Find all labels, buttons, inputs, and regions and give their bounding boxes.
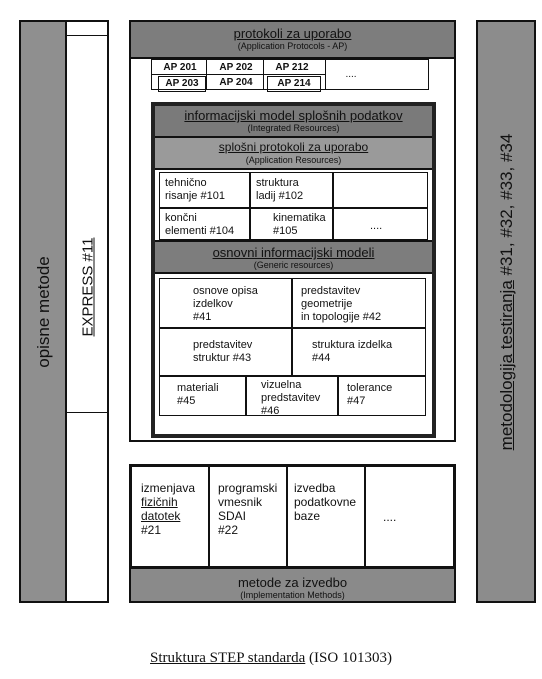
implementation-methods-subtitle: (Implementation Methods) bbox=[240, 590, 345, 600]
integrated-resources-title: informacijski model splošnih podatkov bbox=[184, 108, 403, 123]
application-protocols-grid bbox=[131, 59, 454, 92]
express-label: EXPRESS #11 bbox=[79, 237, 97, 337]
generic-resource-cell: struktura izdelka #44 bbox=[292, 328, 426, 376]
testing-methodology-label bbox=[497, 134, 517, 451]
application-resources-title: splošni protokoli za uporabo bbox=[218, 140, 369, 154]
application-resource-cell bbox=[333, 172, 428, 208]
ap-cell: .... bbox=[345, 69, 357, 80]
standard-structure-frame bbox=[129, 20, 456, 442]
divider bbox=[151, 74, 326, 75]
implementation-method-cell: programski vmesnik SDAI #22 bbox=[209, 466, 287, 567]
testing-methodology-parts: #31, #32, #33, #34 bbox=[497, 133, 516, 281]
application-protocols-subtitle: (Application Protocols - AP) bbox=[237, 41, 348, 51]
integrated-resources-subtitle: (Integrated Resources) bbox=[247, 123, 340, 133]
implementation-methods-footer bbox=[131, 567, 454, 601]
generic-resource-cell: materiali #45 bbox=[159, 376, 246, 416]
caption-standard: (ISO 101303) bbox=[305, 650, 392, 666]
integrated-resources-block bbox=[151, 102, 436, 438]
divider bbox=[67, 35, 109, 36]
ap-cell: AP 202 bbox=[219, 62, 253, 73]
implementation-method-cell: izmenjava fizičnih datotek #21 bbox=[131, 466, 209, 567]
generic-resources-subtitle: (Generic resources) bbox=[253, 260, 334, 270]
application-resource-cell: .... bbox=[333, 208, 428, 240]
ap-cell: AP 201 bbox=[163, 62, 197, 73]
caption-title: Struktura STEP standarda bbox=[150, 650, 306, 666]
divider bbox=[67, 412, 109, 413]
generic-resource-cell: vizuelna predstavitev #46 bbox=[246, 376, 338, 416]
descriptive-methods-label: opisne metode bbox=[34, 256, 53, 368]
application-protocols-header bbox=[131, 22, 454, 59]
application-resources-header bbox=[155, 138, 432, 170]
application-resource-cell: končni elementi #104 bbox=[159, 208, 250, 240]
descriptive-methods-column bbox=[19, 20, 109, 603]
generic-resource-cell: osnove opisa izdelkov #41 bbox=[159, 278, 292, 328]
testing-methodology-title: metodologija testiranja bbox=[497, 280, 516, 451]
integrated-resources-header bbox=[155, 106, 432, 138]
application-resource-cell: struktura ladij #102 bbox=[250, 172, 333, 208]
application-resource-cell: kinematika #105 bbox=[250, 208, 333, 240]
application-resource-cell: tehnično risanje #101 bbox=[159, 172, 250, 208]
implementation-method-cell: .... bbox=[365, 466, 454, 567]
generic-resources-title: osnovni informacijski modeli bbox=[212, 245, 375, 260]
generic-resource-cell: predstavitev geometrije in topologije #42 bbox=[292, 278, 426, 328]
generic-resources-header bbox=[155, 240, 432, 274]
implementation-methods-title: metode za izvedbo bbox=[237, 575, 348, 590]
generic-resource-cell: predstavitev struktur #43 bbox=[159, 328, 292, 376]
application-resources-subtitle: (Application Resources) bbox=[245, 155, 342, 165]
ap-cell: AP 203 bbox=[158, 76, 206, 92]
generic-resource-cell: tolerance #47 bbox=[338, 376, 426, 416]
testing-methodology-column bbox=[476, 20, 536, 603]
implementation-methods-frame bbox=[129, 464, 456, 603]
implementation-method-cell: izvedba podatkovne baze bbox=[287, 466, 365, 567]
application-protocols-title: protokoli za uporabo bbox=[233, 26, 352, 41]
ap-cell: AP 214 bbox=[267, 76, 321, 92]
descriptive-methods-band bbox=[21, 22, 67, 601]
ap-cell: AP 204 bbox=[219, 77, 253, 88]
figure-caption bbox=[0, 650, 542, 667]
ap-cell: AP 212 bbox=[275, 62, 309, 73]
